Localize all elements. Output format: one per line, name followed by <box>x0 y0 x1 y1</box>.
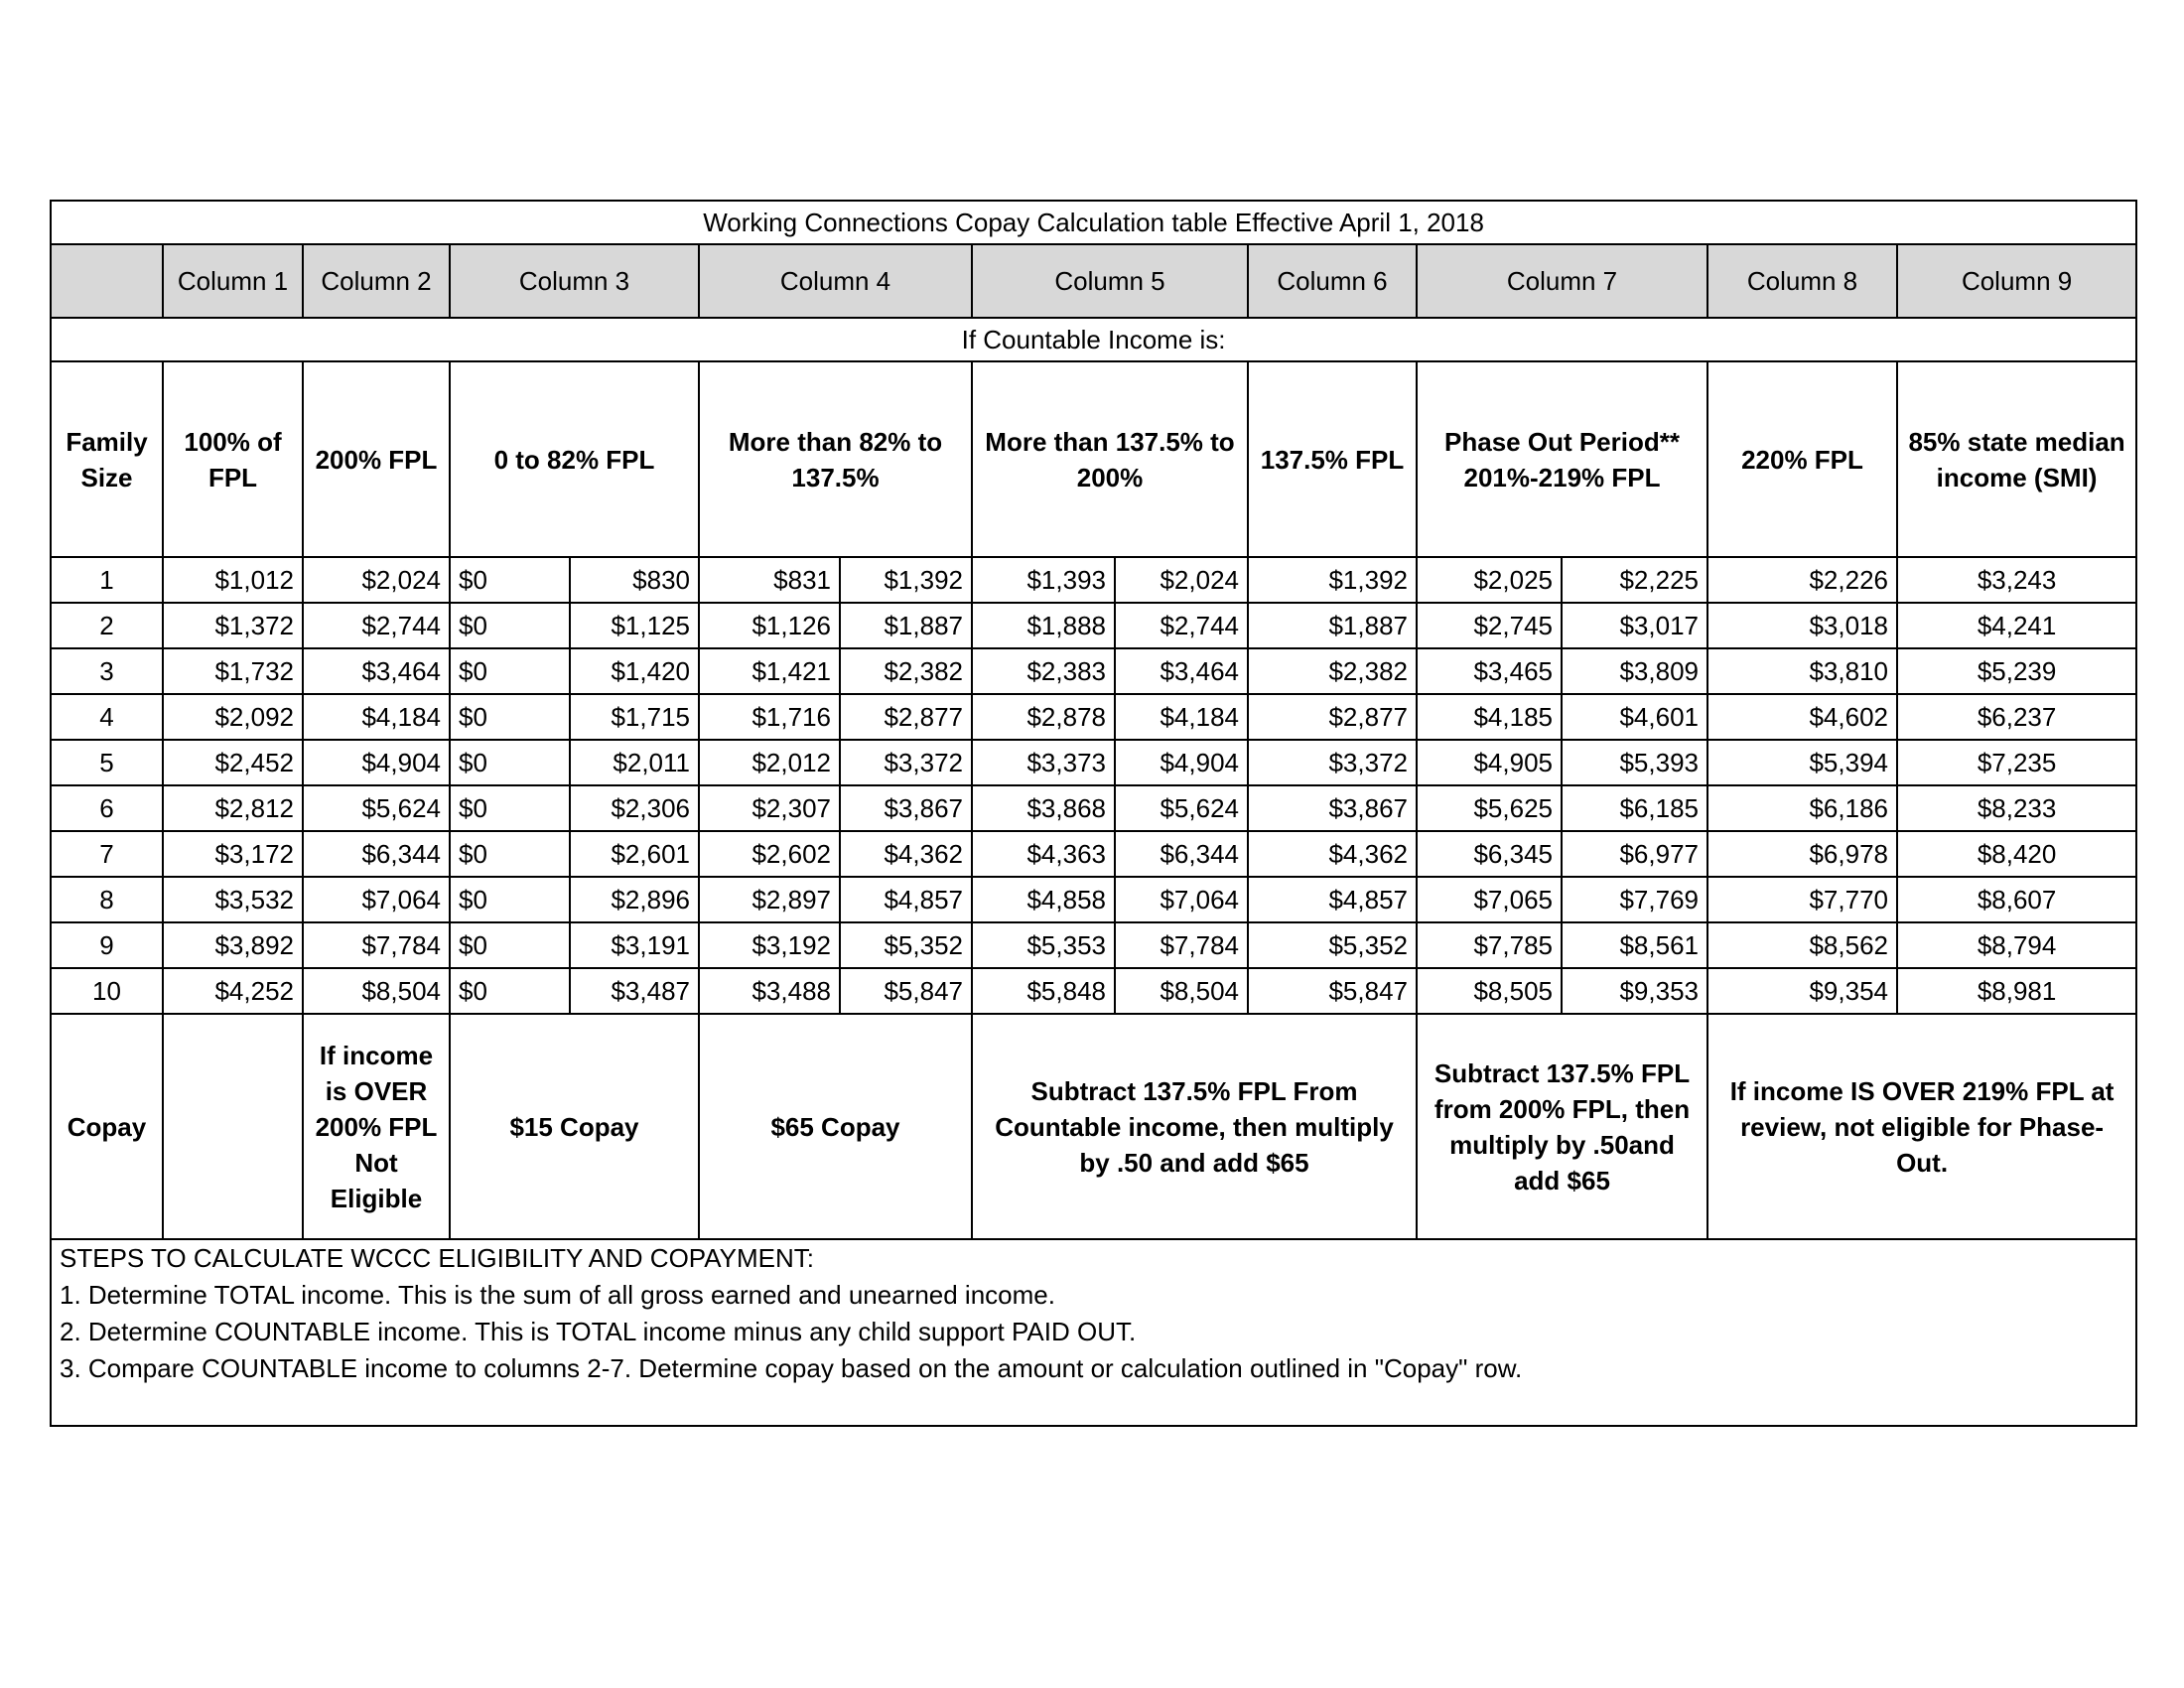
family-size-cell: 8 <box>51 877 163 922</box>
phase-out-max-cell: $8,561 <box>1562 922 1707 968</box>
column-label-blank <box>51 244 163 318</box>
family-size-cell: 9 <box>51 922 163 968</box>
0-82-fpl-max-cell: $830 <box>570 557 699 603</box>
82-137-fpl-min-cell: $2,602 <box>699 831 840 877</box>
copay-column-4: $65 Copay <box>699 1014 972 1239</box>
steps-heading: STEPS TO CALCULATE WCCC ELIGIBILITY AND COPAYMENT: <box>60 1243 814 1273</box>
phase-out-min-cell: $7,065 <box>1417 877 1562 922</box>
0-82-fpl-min-cell: $0 <box>450 603 570 648</box>
phase-out-min-cell: $2,025 <box>1417 557 1562 603</box>
137-200-fpl-max-cell: $5,624 <box>1115 785 1248 831</box>
phase-out-max-cell: $3,017 <box>1562 603 1707 648</box>
82-137-fpl-min-cell: $3,488 <box>699 968 840 1014</box>
85-smi-cell: $7,235 <box>1897 740 2136 785</box>
100-fpl-cell: $3,892 <box>163 922 303 968</box>
82-137-fpl-min-cell: $2,897 <box>699 877 840 922</box>
100-fpl-cell: $2,812 <box>163 785 303 831</box>
phase-out-max-cell: $6,977 <box>1562 831 1707 877</box>
phase-out-max-cell: $3,809 <box>1562 648 1707 694</box>
100-fpl-cell: $2,452 <box>163 740 303 785</box>
header-0-82-fpl: 0 to 82% FPL <box>450 361 699 557</box>
82-137-fpl-min-cell: $831 <box>699 557 840 603</box>
137-5-fpl-cell: $2,877 <box>1248 694 1417 740</box>
header-137-5-fpl: 137.5% FPL <box>1248 361 1417 557</box>
family-size-cell: 1 <box>51 557 163 603</box>
82-137-fpl-min-cell: $3,192 <box>699 922 840 968</box>
82-137-fpl-min-cell: $1,421 <box>699 648 840 694</box>
82-137-fpl-min-cell: $2,012 <box>699 740 840 785</box>
0-82-fpl-max-cell: $3,191 <box>570 922 699 968</box>
0-82-fpl-max-cell: $2,896 <box>570 877 699 922</box>
220-fpl-cell: $6,186 <box>1707 785 1897 831</box>
220-fpl-cell: $5,394 <box>1707 740 1897 785</box>
137-200-fpl-max-cell: $3,464 <box>1115 648 1248 694</box>
0-82-fpl-max-cell: $2,011 <box>570 740 699 785</box>
0-82-fpl-max-cell: $2,306 <box>570 785 699 831</box>
table-row <box>51 831 2136 877</box>
table-row <box>51 648 2136 694</box>
82-137-fpl-min-cell: $1,126 <box>699 603 840 648</box>
0-82-fpl-min-cell: $0 <box>450 557 570 603</box>
85-smi-cell: $6,237 <box>1897 694 2136 740</box>
137-200-fpl-min-cell: $4,363 <box>972 831 1115 877</box>
220-fpl-cell: $6,978 <box>1707 831 1897 877</box>
copay-column-7: Subtract 137.5% FPL from 200% FPL, then multiply by .50and add $65 <box>1417 1014 1707 1239</box>
85-smi-cell: $5,239 <box>1897 648 2136 694</box>
header-85-smi: 85% state median income (SMI) <box>1897 361 2136 557</box>
column-label-6: Column 6 <box>1248 244 1417 318</box>
200-fpl-cell: $7,064 <box>303 877 450 922</box>
0-82-fpl-max-cell: $3,487 <box>570 968 699 1014</box>
85-smi-cell: $3,243 <box>1897 557 2136 603</box>
steps-section <box>51 1239 2136 1426</box>
phase-out-min-cell: $4,185 <box>1417 694 1562 740</box>
family-size-cell: 10 <box>51 968 163 1014</box>
82-137-fpl-max-cell: $1,887 <box>840 603 972 648</box>
137-5-fpl-cell: $5,352 <box>1248 922 1417 968</box>
column-label-4: Column 4 <box>699 244 972 318</box>
82-137-fpl-min-cell: $1,716 <box>699 694 840 740</box>
table-row <box>51 694 2136 740</box>
table-row <box>51 968 2136 1014</box>
income-label: If Countable Income is: <box>51 318 2136 361</box>
0-82-fpl-min-cell: $0 <box>450 785 570 831</box>
137-200-fpl-min-cell: $5,353 <box>972 922 1115 968</box>
137-200-fpl-min-cell: $1,393 <box>972 557 1115 603</box>
header-row <box>51 361 2136 557</box>
header-200-fpl: 200% FPL <box>303 361 450 557</box>
82-137-fpl-max-cell: $3,372 <box>840 740 972 785</box>
0-82-fpl-min-cell: $0 <box>450 694 570 740</box>
0-82-fpl-min-cell: $0 <box>450 877 570 922</box>
table-row <box>51 785 2136 831</box>
100-fpl-cell: $1,372 <box>163 603 303 648</box>
220-fpl-cell: $4,602 <box>1707 694 1897 740</box>
137-5-fpl-cell: $5,847 <box>1248 968 1417 1014</box>
phase-out-max-cell: $2,225 <box>1562 557 1707 603</box>
0-82-fpl-min-cell: $0 <box>450 648 570 694</box>
82-137-fpl-max-cell: $5,847 <box>840 968 972 1014</box>
220-fpl-cell: $3,018 <box>1707 603 1897 648</box>
200-fpl-cell: $2,744 <box>303 603 450 648</box>
family-size-cell: 7 <box>51 831 163 877</box>
82-137-fpl-max-cell: $1,392 <box>840 557 972 603</box>
100-fpl-cell: $1,012 <box>163 557 303 603</box>
137-200-fpl-min-cell: $3,868 <box>972 785 1115 831</box>
column-label-9: Column 9 <box>1897 244 2136 318</box>
137-200-fpl-max-cell: $2,744 <box>1115 603 1248 648</box>
220-fpl-cell: $9,354 <box>1707 968 1897 1014</box>
income-rows <box>51 557 2136 1014</box>
table-row <box>51 603 2136 648</box>
200-fpl-cell: $4,904 <box>303 740 450 785</box>
137-200-fpl-min-cell: $2,878 <box>972 694 1115 740</box>
100-fpl-cell: $4,252 <box>163 968 303 1014</box>
137-200-fpl-max-cell: $2,024 <box>1115 557 1248 603</box>
137-200-fpl-min-cell: $3,373 <box>972 740 1115 785</box>
100-fpl-cell: $2,092 <box>163 694 303 740</box>
family-size-cell: 5 <box>51 740 163 785</box>
header-137-200-fpl: More than 137.5% to 200% <box>972 361 1248 557</box>
phase-out-min-cell: $2,745 <box>1417 603 1562 648</box>
phase-out-min-cell: $3,465 <box>1417 648 1562 694</box>
137-5-fpl-cell: $4,857 <box>1248 877 1417 922</box>
0-82-fpl-max-cell: $2,601 <box>570 831 699 877</box>
137-200-fpl-max-cell: $7,064 <box>1115 877 1248 922</box>
0-82-fpl-max-cell: $1,420 <box>570 648 699 694</box>
column-label-5: Column 5 <box>972 244 1248 318</box>
copay-calculation-table <box>50 200 2137 1427</box>
step-item: 1. Determine TOTAL income. This is the sum of all gross earned and unearned income. <box>60 1280 1055 1310</box>
137-5-fpl-cell: $2,382 <box>1248 648 1417 694</box>
copay-column-2: If income is OVER 200% FPL Not Eligible <box>303 1014 450 1239</box>
copay-label: Copay <box>51 1014 163 1239</box>
header-family-size: Family Size <box>51 361 163 557</box>
220-fpl-cell: $3,810 <box>1707 648 1897 694</box>
82-137-fpl-max-cell: $4,857 <box>840 877 972 922</box>
header-phase-out: Phase Out Period** 201%-219% FPL <box>1417 361 1707 557</box>
82-137-fpl-min-cell: $2,307 <box>699 785 840 831</box>
200-fpl-cell: $4,184 <box>303 694 450 740</box>
0-82-fpl-min-cell: $0 <box>450 968 570 1014</box>
220-fpl-cell: $7,770 <box>1707 877 1897 922</box>
85-smi-cell: $8,794 <box>1897 922 2136 968</box>
copay-columns-8-9: If income IS OVER 219% FPL at review, not eligible for Phase-Out. <box>1707 1014 2136 1239</box>
header-220-fpl: 220% FPL <box>1707 361 1897 557</box>
100-fpl-cell: $3,532 <box>163 877 303 922</box>
phase-out-max-cell: $6,185 <box>1562 785 1707 831</box>
header-82-137-fpl: More than 82% to 137.5% <box>699 361 972 557</box>
200-fpl-cell: $6,344 <box>303 831 450 877</box>
family-size-cell: 3 <box>51 648 163 694</box>
step-item: 2. Determine COUNTABLE income. This is TOTAL income minus any child support PAID OUT. <box>60 1317 1137 1346</box>
0-82-fpl-max-cell: $1,715 <box>570 694 699 740</box>
copay-column-3: $15 Copay <box>450 1014 699 1239</box>
step-item: 3. Compare COUNTABLE income to columns 2-7. Determine copay based on the amount or calculation outlined in "Copay" row. <box>60 1353 1523 1383</box>
column-label-7: Column 7 <box>1417 244 1707 318</box>
85-smi-cell: $8,420 <box>1897 831 2136 877</box>
table-row <box>51 922 2136 968</box>
200-fpl-cell: $8,504 <box>303 968 450 1014</box>
table-title: Working Connections Copay Calculation table Effective April 1, 2018 <box>51 201 2136 244</box>
137-5-fpl-cell: $3,867 <box>1248 785 1417 831</box>
family-size-cell: 2 <box>51 603 163 648</box>
137-200-fpl-max-cell: $4,904 <box>1115 740 1248 785</box>
column-label-row <box>51 244 2136 318</box>
100-fpl-cell: $3,172 <box>163 831 303 877</box>
82-137-fpl-max-cell: $2,877 <box>840 694 972 740</box>
82-137-fpl-max-cell: $2,382 <box>840 648 972 694</box>
phase-out-max-cell: $9,353 <box>1562 968 1707 1014</box>
137-200-fpl-max-cell: $7,784 <box>1115 922 1248 968</box>
column-label-1: Column 1 <box>163 244 303 318</box>
phase-out-min-cell: $4,905 <box>1417 740 1562 785</box>
85-smi-cell: $8,233 <box>1897 785 2136 831</box>
0-82-fpl-min-cell: $0 <box>450 922 570 968</box>
137-200-fpl-min-cell: $1,888 <box>972 603 1115 648</box>
phase-out-max-cell: $5,393 <box>1562 740 1707 785</box>
copay-column-1-empty <box>163 1014 303 1239</box>
header-100-fpl: 100% of FPL <box>163 361 303 557</box>
85-smi-cell: $8,981 <box>1897 968 2136 1014</box>
137-200-fpl-max-cell: $4,184 <box>1115 694 1248 740</box>
137-200-fpl-min-cell: $5,848 <box>972 968 1115 1014</box>
137-5-fpl-cell: $1,887 <box>1248 603 1417 648</box>
85-smi-cell: $8,607 <box>1897 877 2136 922</box>
82-137-fpl-max-cell: $3,867 <box>840 785 972 831</box>
phase-out-min-cell: $8,505 <box>1417 968 1562 1014</box>
phase-out-min-cell: $7,785 <box>1417 922 1562 968</box>
0-82-fpl-min-cell: $0 <box>450 831 570 877</box>
table-row <box>51 877 2136 922</box>
phase-out-max-cell: $4,601 <box>1562 694 1707 740</box>
137-200-fpl-max-cell: $6,344 <box>1115 831 1248 877</box>
220-fpl-cell: $2,226 <box>1707 557 1897 603</box>
200-fpl-cell: $5,624 <box>303 785 450 831</box>
0-82-fpl-min-cell: $0 <box>450 740 570 785</box>
137-200-fpl-min-cell: $4,858 <box>972 877 1115 922</box>
table-row <box>51 740 2136 785</box>
copay-columns-5-6: Subtract 137.5% FPL From Countable income, then multiply by .50 and add $65 <box>972 1014 1417 1239</box>
137-5-fpl-cell: $1,392 <box>1248 557 1417 603</box>
column-label-8: Column 8 <box>1707 244 1897 318</box>
copay-row <box>51 1014 2136 1239</box>
200-fpl-cell: $3,464 <box>303 648 450 694</box>
phase-out-min-cell: $5,625 <box>1417 785 1562 831</box>
family-size-cell: 6 <box>51 785 163 831</box>
85-smi-cell: $4,241 <box>1897 603 2136 648</box>
82-137-fpl-max-cell: $4,362 <box>840 831 972 877</box>
phase-out-max-cell: $7,769 <box>1562 877 1707 922</box>
220-fpl-cell: $8,562 <box>1707 922 1897 968</box>
family-size-cell: 4 <box>51 694 163 740</box>
200-fpl-cell: $2,024 <box>303 557 450 603</box>
82-137-fpl-max-cell: $5,352 <box>840 922 972 968</box>
0-82-fpl-max-cell: $1,125 <box>570 603 699 648</box>
column-label-2: Column 2 <box>303 244 450 318</box>
137-5-fpl-cell: $4,362 <box>1248 831 1417 877</box>
137-200-fpl-max-cell: $8,504 <box>1115 968 1248 1014</box>
200-fpl-cell: $7,784 <box>303 922 450 968</box>
137-200-fpl-min-cell: $2,383 <box>972 648 1115 694</box>
100-fpl-cell: $1,732 <box>163 648 303 694</box>
phase-out-min-cell: $6,345 <box>1417 831 1562 877</box>
column-label-3: Column 3 <box>450 244 699 318</box>
137-5-fpl-cell: $3,372 <box>1248 740 1417 785</box>
table-row <box>51 557 2136 603</box>
